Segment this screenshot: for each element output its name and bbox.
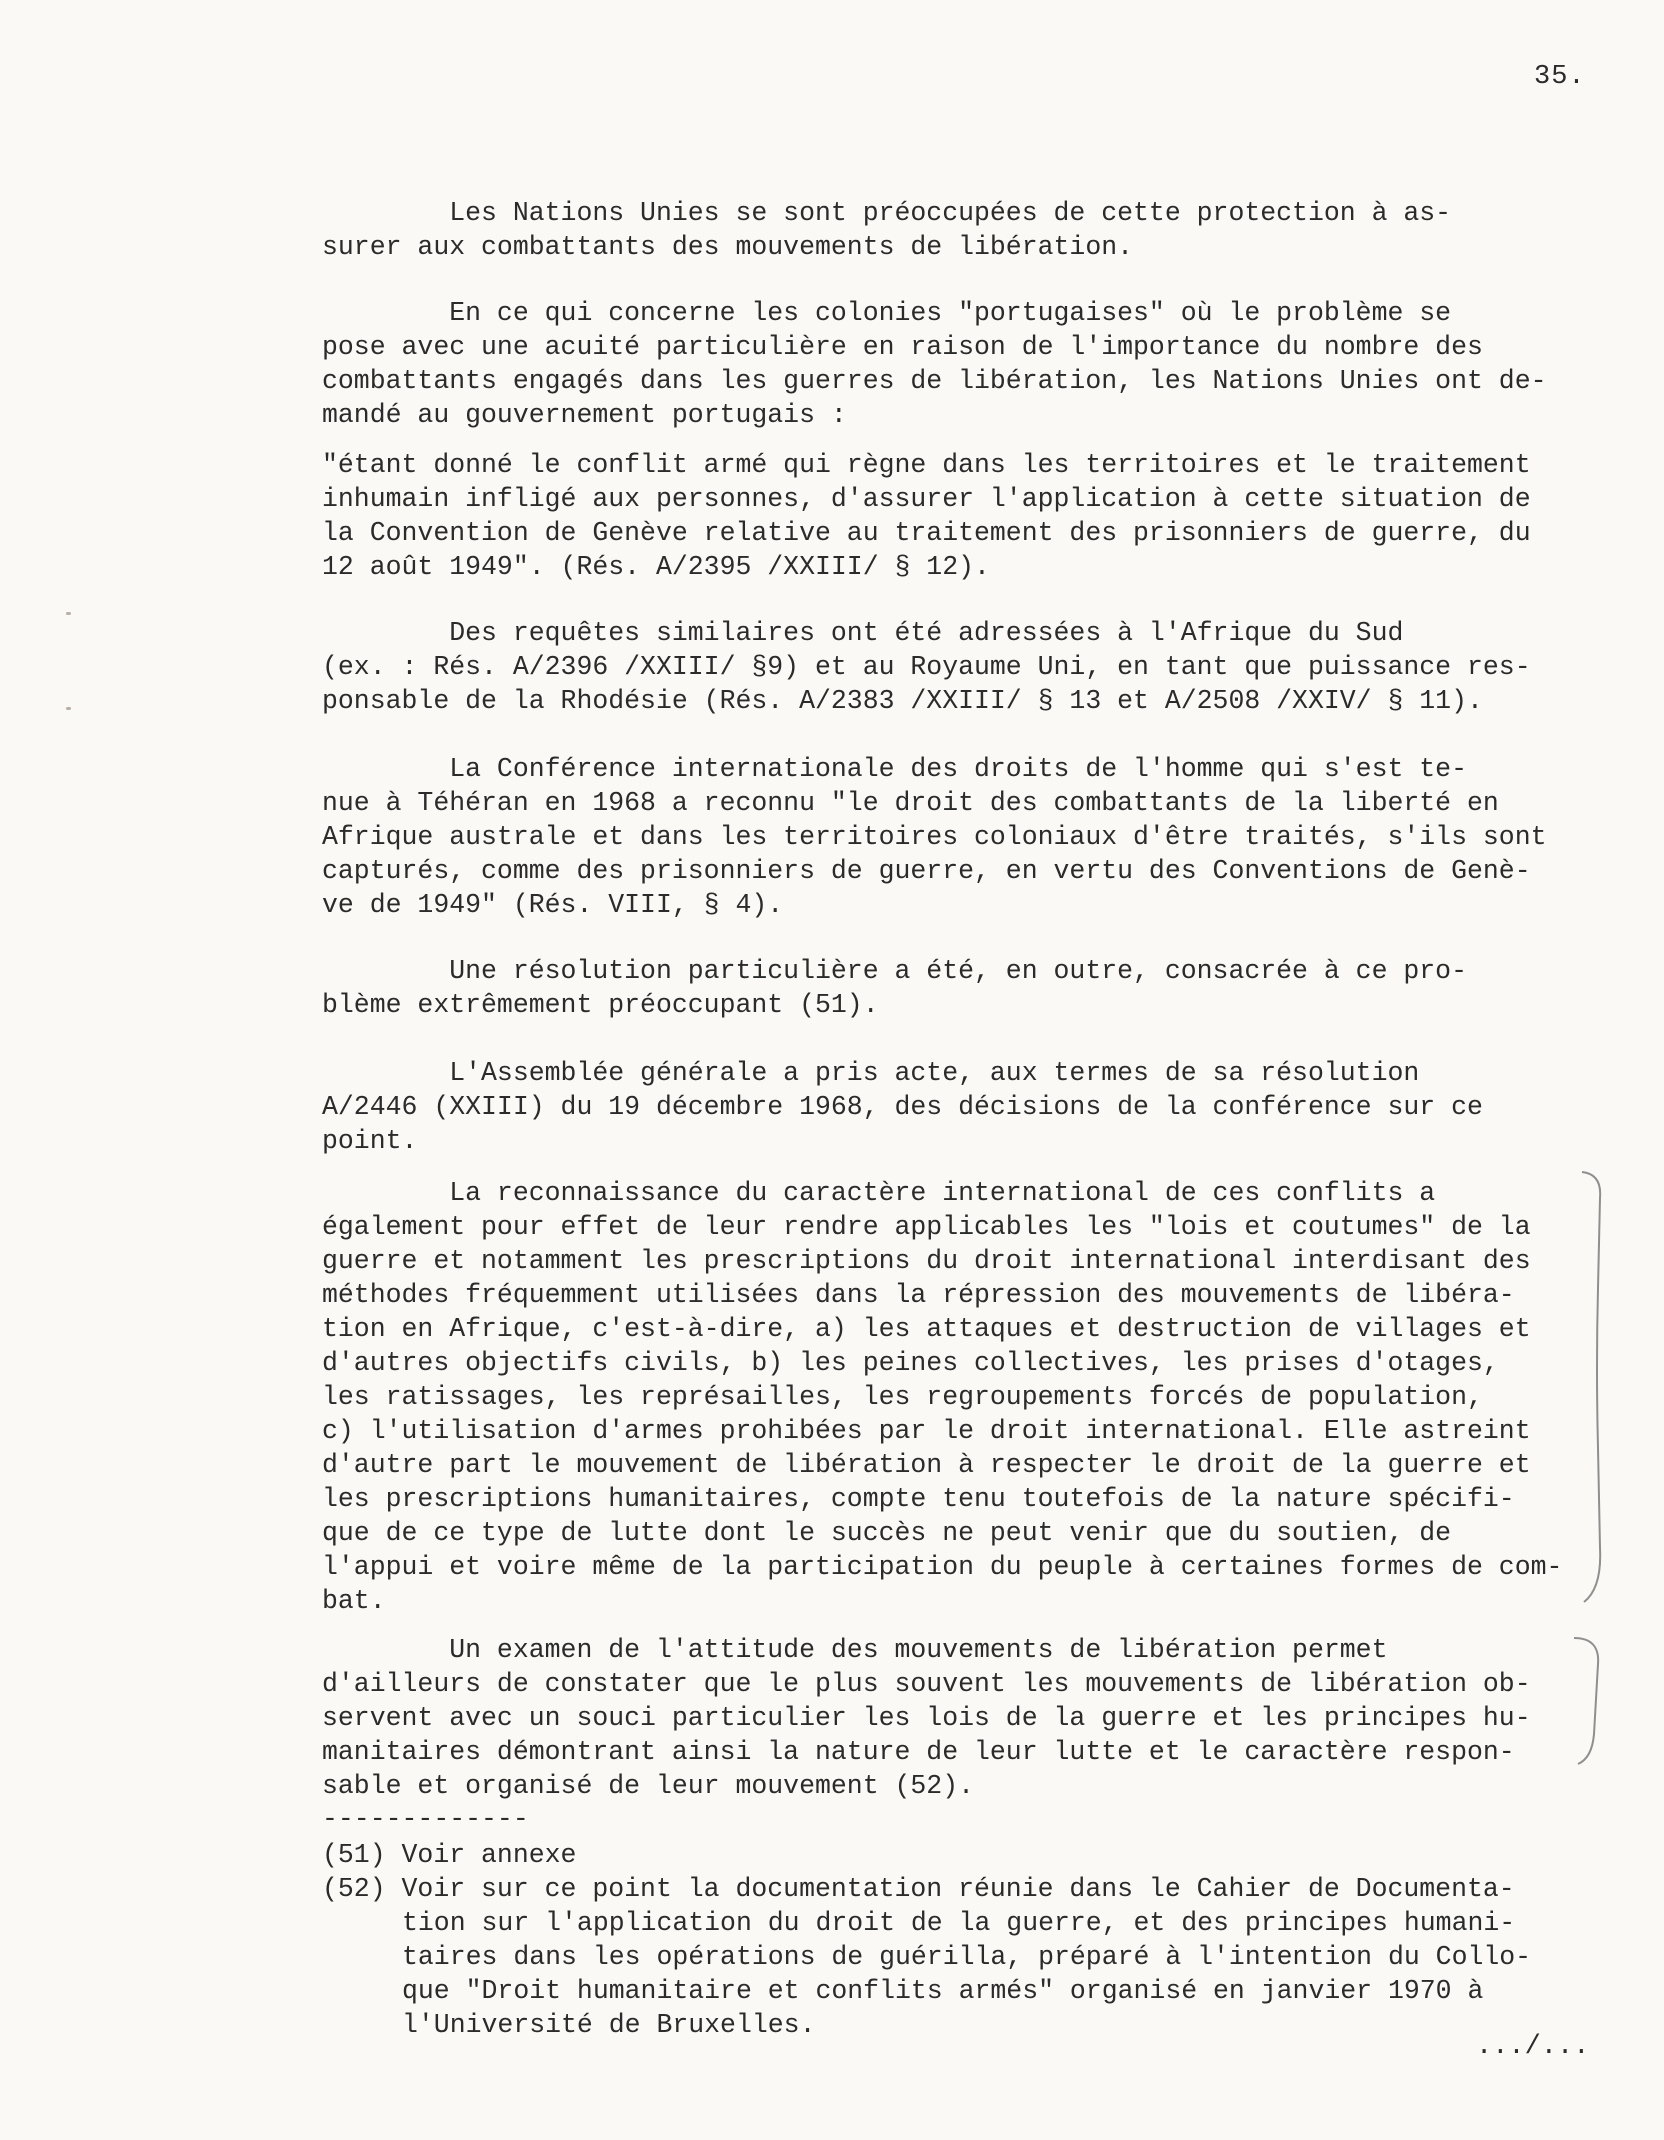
text-line: d'autres objectifs civils, b) les peines collectives, les prises d'otages, xyxy=(322,1348,1499,1378)
margin-bracket-1 xyxy=(1580,1168,1620,1608)
text-line: servent avec un souci particulier les lois de la guerre et les principes hu- xyxy=(322,1703,1531,1733)
text-line: Les Nations Unies se sont préoccupées de cette protection à as- xyxy=(322,198,1452,228)
text-line: que de ce type de lutte dont le succès ne peut venir que du soutien, de xyxy=(322,1518,1452,1548)
text-line: La reconnaissance du caractère international de ces conflits a xyxy=(322,1178,1436,1208)
text-line: Une résolution particulière a été, en outre, consacrée à ce pro- xyxy=(322,956,1467,986)
text-line: "étant donné le conflit armé qui règne dans les territoires et le traitement xyxy=(322,450,1531,480)
text-line: Afrique australe et dans les territoires coloniaux d'être traités, s'ils sont xyxy=(322,822,1547,852)
text-line: sable et organisé de leur mouvement (52). xyxy=(322,1771,975,1801)
footnote-line: l'Université de Bruxelles. xyxy=(402,2010,816,2040)
text-line: En ce qui concerne les colonies "portugaises" où le problème se xyxy=(322,298,1452,328)
text-line: bat. xyxy=(322,1586,386,1616)
text-line: La Conférence internationale des droits de l'homme qui s'est te- xyxy=(322,754,1467,784)
text-line: A/2446 (XXIII) du 19 décembre 1968, des décisions de la conférence sur ce xyxy=(322,1092,1483,1122)
text-line: ve de 1949" (Rés. VIII, § 4). xyxy=(322,890,784,920)
text-line: L'Assemblée générale a pris acte, aux termes de sa résolution xyxy=(322,1058,1420,1088)
text-line: pose avec une acuité particulière en raison de l'importance du nombre des xyxy=(322,332,1483,362)
text-line: mandé au gouvernement portugais : xyxy=(322,400,847,430)
text-line: Des requêtes similaires ont été adressées à l'Afrique du Sud xyxy=(322,618,1404,648)
text-line: d'autre part le mouvement de libération à respecter le droit de la guerre et xyxy=(322,1450,1531,1480)
text-line: guerre et notamment les prescriptions du droit international interdisant des xyxy=(322,1246,1531,1276)
footnote-line: tion sur l'application du droit de la guerre, et des principes humani- xyxy=(402,1908,1516,1938)
margin-speck xyxy=(66,612,71,615)
text-line: combattants engagés dans les guerres de libération, les Nations Unies ont de- xyxy=(322,366,1547,396)
text-line: les prescriptions humanitaires, compte tenu toutefois de la nature spécifi- xyxy=(322,1484,1515,1514)
page-number: 35. xyxy=(1534,62,1586,92)
footnote-line: que "Droit humanitaire et conflits armés" organisé en janvier 1970 à xyxy=(402,1976,1484,2006)
text-line: 12 août 1949". (Rés. A/2395 /XXIII/ § 12). xyxy=(322,552,990,582)
text-line: blème extrêmement préoccupant (51). xyxy=(322,990,879,1020)
text-line: l'appui et voire même de la participation du peuple à certaines formes de com- xyxy=(322,1552,1563,1582)
text-line: nue à Téhéran en 1968 a reconnu "le droit des combattants de la liberté en xyxy=(322,788,1499,818)
text-line: surer aux combattants des mouvements de libération. xyxy=(322,232,1134,262)
text-line: c) l'utilisation d'armes prohibées par le droit international. Elle astreint xyxy=(322,1416,1531,1446)
text-line: point. xyxy=(322,1126,418,1156)
text-line: les ratissages, les représailles, les regroupements forcés de population, xyxy=(322,1382,1483,1412)
text-line: inhumain infligé aux personnes, d'assurer l'application à cette situation de xyxy=(322,484,1531,514)
text-line: tion en Afrique, c'est-à-dire, a) les attaques et destruction de villages et xyxy=(322,1314,1531,1344)
margin-bracket-2 xyxy=(1572,1634,1612,1774)
footnote-line: (52) Voir sur ce point la documentation réunie dans le Cahier de Documenta- xyxy=(322,1874,1515,1904)
footnote-separator: ------------- xyxy=(322,1804,529,1834)
text-line: manitaires démontrant ainsi la nature de leur lutte et le caractère respon- xyxy=(322,1737,1515,1767)
margin-speck xyxy=(66,707,71,710)
text-line: d'ailleurs de constater que le plus souvent les mouvements de libération ob- xyxy=(322,1669,1531,1699)
footnote-line: taires dans les opérations de guérilla, préparé à l'intention du Collo- xyxy=(402,1942,1532,1972)
text-line: ponsable de la Rhodésie (Rés. A/2383 /XXIII/ § 13 et A/2508 /XXIV/ § 11). xyxy=(322,686,1483,716)
text-line: également pour effet de leur rendre applicables les "lois et coutumes" de la xyxy=(322,1212,1531,1242)
footnote-line: (51) Voir annexe xyxy=(322,1840,577,1870)
text-line: (ex. : Rés. A/2396 /XXIII/ §9) et au Royaume Uni, en tant que puissance res- xyxy=(322,652,1531,682)
continuation-marker: .../... xyxy=(1476,2032,1590,2062)
text-line: Un examen de l'attitude des mouvements de libération permet xyxy=(322,1635,1388,1665)
text-line: la Convention de Genève relative au traitement des prisonniers de guerre, du xyxy=(322,518,1531,548)
text-line: méthodes fréquemment utilisées dans la répression des mouvements de libéra- xyxy=(322,1280,1515,1310)
text-line: capturés, comme des prisonniers de guerre, en vertu des Conventions de Genè- xyxy=(322,856,1531,886)
